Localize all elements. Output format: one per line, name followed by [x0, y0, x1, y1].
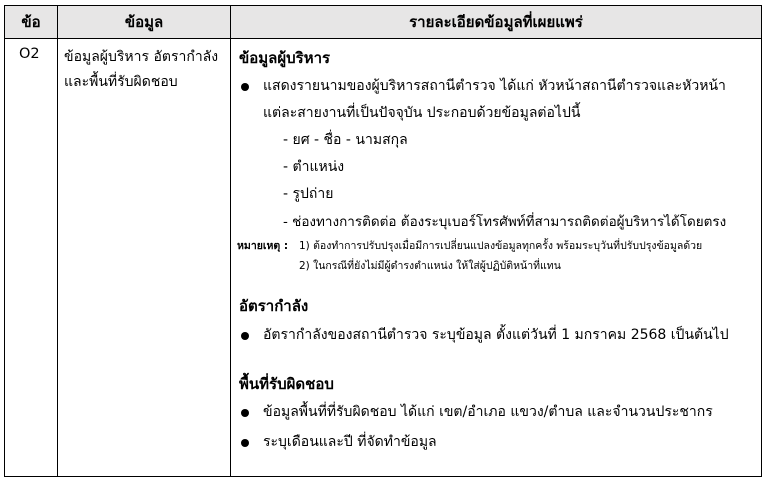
disclosure-table: [4, 5, 762, 477]
section-heading-area: พื้นที่รับผิดชอบ: [239, 375, 334, 393]
note-label: หมายเหตุ :: [237, 240, 289, 252]
header-details: รายละเอียดข้อมูลที่เผยแพร่: [409, 13, 583, 31]
note-line1: 1) ต้องทำการปรับปรุงเมื่อมีการเปลี่ยนแปลงข้อมูลทุกครั้ง พร้อมระบุวันที่ปรับปรุงข้อมูลด้วย: [299, 240, 703, 252]
bullet-icon: [241, 332, 249, 340]
note-line2: 2) ในกรณีที่ยังไม่มีผู้ดำรงตำแหน่ง ให้ใส่ผู้ปฏิบัติหน้าที่แทน: [299, 260, 561, 272]
executives-desc-line2: แต่ละสายงานที่เป็นปัจจุบัน ประกอบด้วยข้อมูลต่อไปนี้: [263, 105, 581, 121]
bullet-icon: [241, 83, 249, 91]
header-data: ข้อมูล: [124, 13, 164, 31]
subitem-photo: - รูปถ่าย: [283, 186, 334, 202]
subitem-rank-name: - ยศ - ชื่อ - นามสกุล: [283, 132, 408, 148]
executives-desc-line1: แสดงรายนามของผู้บริหารสถานีตำรวจ ได้แก่ หัวหน้าสถานีตำรวจและหัวหน้า: [263, 78, 726, 94]
header-number: ข้อ: [21, 13, 41, 31]
bullet-icon: [241, 409, 249, 417]
column-divider: [230, 6, 231, 476]
bullet-icon: [241, 439, 249, 447]
subitem-contact: - ช่องทางการติดต่อ ต้องระบุเบอร์โทรศัพท์ที่สามารถติดต่อผู้บริหารได้โดยตรง: [283, 214, 727, 230]
area-desc: ข้อมูลพื้นที่ที่รับผิดชอบ ได้แก่ เขต/อำเภอ แขวง/ตำบล และจำนวนประชากร: [263, 404, 713, 420]
row-id: O2: [19, 46, 40, 62]
column-divider: [57, 6, 58, 476]
section-heading-executives: ข้อมูลผู้บริหาร: [239, 49, 331, 67]
subitem-position: - ตำแหน่ง: [283, 159, 345, 175]
item-title-line2: และพื้นที่รับผิดชอบ: [64, 74, 178, 90]
area-date-desc: ระบุเดือนและปี ที่จัดทำข้อมูล: [263, 434, 437, 450]
item-title-line1: ข้อมูลผู้บริหาร อัตรากำลัง: [64, 49, 219, 65]
section-heading-manpower: อัตรากำลัง: [239, 297, 309, 315]
manpower-desc: อัตรากำลังของสถานีตำรวจ ระบุข้อมูล ตั้งแต่วันที่ 1 มกราคม 2568 เป็นต้นไป: [263, 327, 729, 343]
